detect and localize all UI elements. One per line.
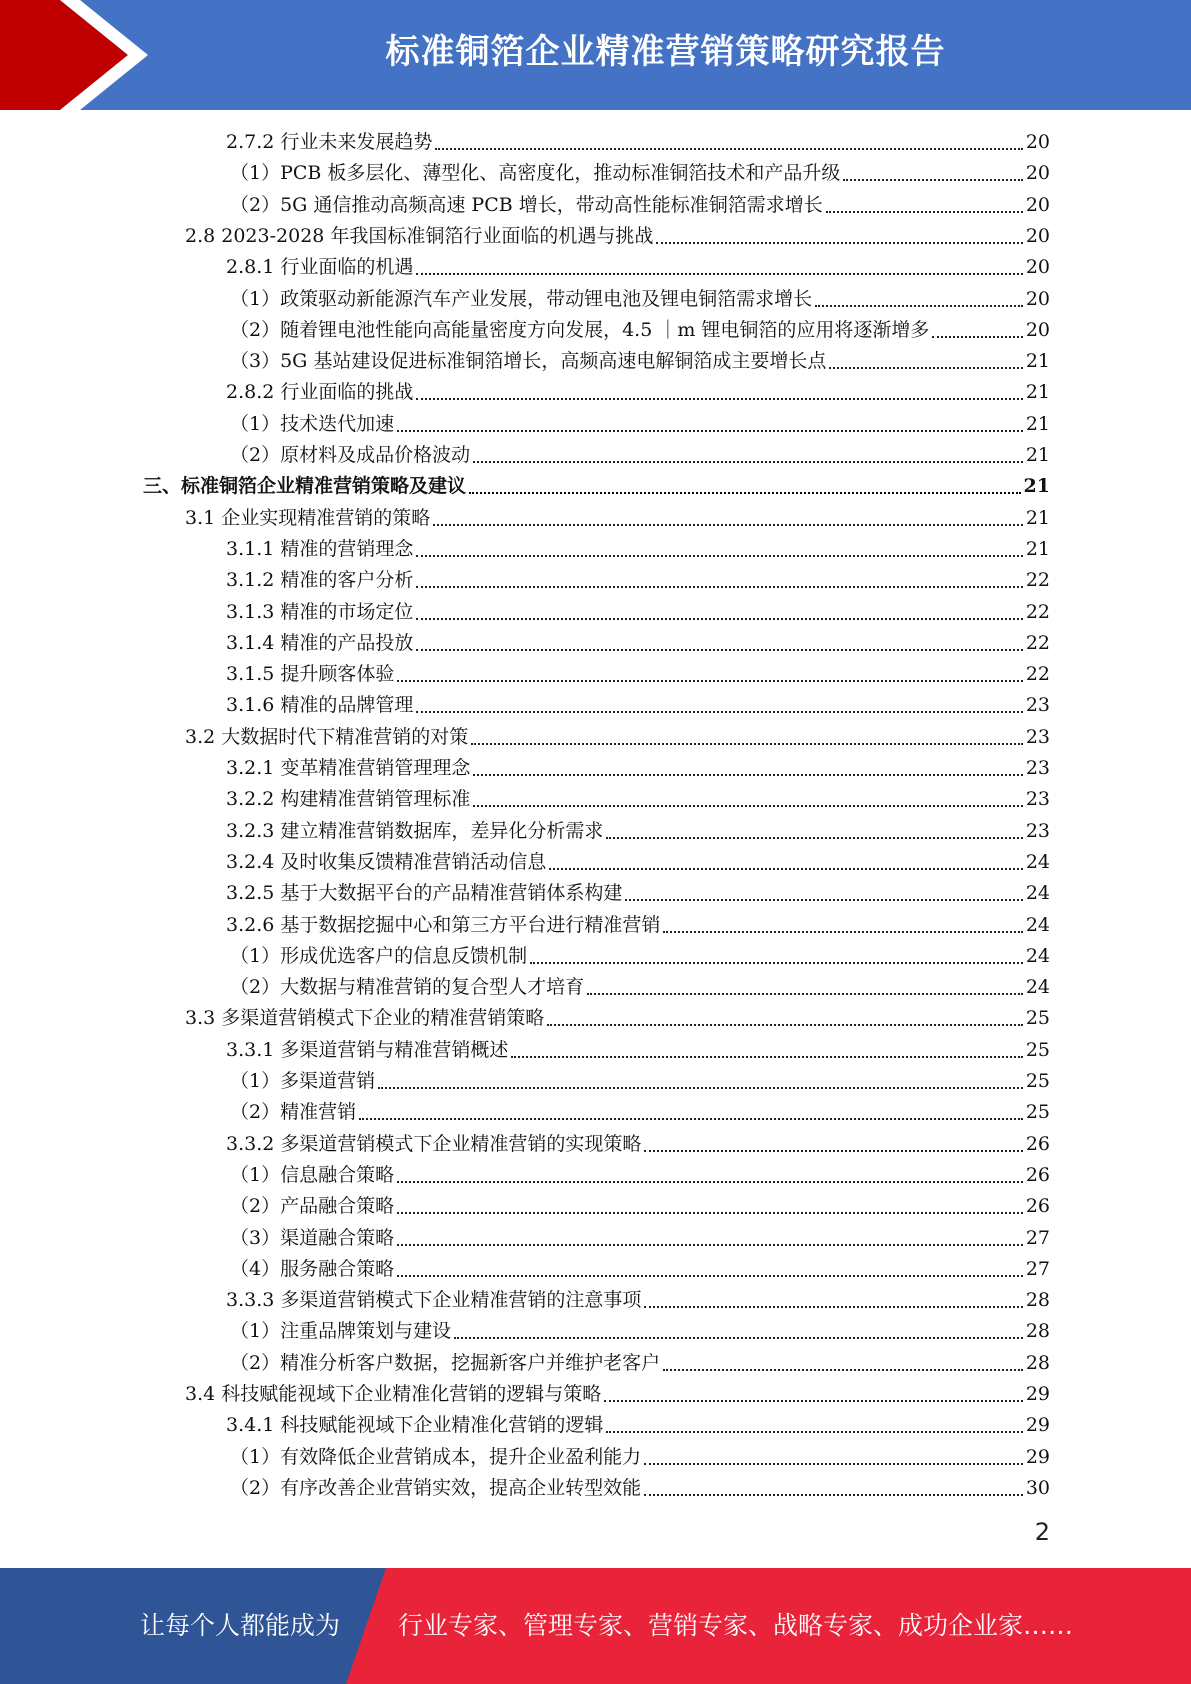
toc-entry[interactable] — [230, 440, 1050, 471]
toc-dot-leader — [644, 1463, 1023, 1465]
toc-entry-label: （1）技术迭代加速 — [230, 413, 395, 435]
toc-entry-page: 28 — [1025, 1289, 1050, 1311]
toc-entry-label: （2）随着锂电池性能向高能量密度方向发展，4.5 ｜m 锂电铜箔的应用将逐渐增多 — [230, 319, 930, 341]
toc-entry-label: （4）服务融合策略 — [230, 1258, 395, 1280]
toc-entry[interactable] — [230, 315, 1050, 346]
toc-entry-label: （1）信息融合策略 — [230, 1164, 395, 1186]
toc-entry[interactable] — [226, 847, 1050, 878]
toc-entry-page: 24 — [1025, 882, 1050, 904]
toc-entry-page: 20 — [1025, 319, 1050, 341]
toc-entry[interactable] — [226, 565, 1050, 596]
toc-entry-page: 21 — [1025, 413, 1050, 435]
toc-entry-label: 2.8 2023-2028 年我国标准铜箔行业面临的机遇与挑战 — [185, 225, 654, 247]
toc-dot-leader — [511, 1056, 1022, 1058]
toc-entry-page: 20 — [1025, 131, 1050, 153]
toc-entry[interactable] — [230, 1160, 1050, 1191]
toc-dot-leader — [416, 586, 1022, 588]
toc-entry-page: 25 — [1025, 1039, 1050, 1061]
toc-entry[interactable] — [230, 1097, 1050, 1128]
toc-entry-page: 29 — [1025, 1414, 1050, 1436]
toc-entry[interactable] — [226, 910, 1050, 941]
toc-entry[interactable] — [230, 1442, 1050, 1473]
toc-entry-page: 22 — [1025, 569, 1050, 591]
toc-entry-page: 28 — [1025, 1352, 1050, 1374]
toc-dot-leader — [416, 555, 1022, 557]
toc-dot-leader — [416, 273, 1022, 275]
toc-entry[interactable] — [230, 284, 1050, 315]
toc-entry[interactable] — [230, 1223, 1050, 1254]
toc-entry[interactable] — [185, 1379, 1050, 1410]
toc-entry-label: 3.3.1 多渠道营销与精准营销概述 — [226, 1039, 509, 1061]
toc-dot-leader — [663, 1369, 1023, 1371]
toc-dot-leader — [473, 805, 1022, 807]
toc-dot-leader — [397, 1275, 1023, 1277]
footer-slogan-left: 让每个人都能成为 — [140, 1611, 341, 1640]
toc-entry[interactable] — [230, 1473, 1050, 1504]
toc-entry[interactable] — [226, 127, 1050, 158]
toc-entry-page: 20 — [1025, 256, 1050, 278]
toc-entry[interactable] — [226, 252, 1050, 283]
toc-entry-label: 3.3.2 多渠道营销模式下企业精准营销的实现策略 — [226, 1133, 642, 1155]
toc-entry-label: 3.4.1 科技赋能视域下企业精准化营销的逻辑 — [226, 1414, 604, 1436]
toc-entry[interactable] — [226, 816, 1050, 847]
toc-dot-leader — [359, 1118, 1023, 1120]
toc-entry-label: （1）政策驱动新能源汽车产业发展，带动锂电池及锂电铜箔需求增长 — [230, 288, 813, 310]
toc-entry-label: 3.1.6 精准的品牌管理 — [226, 694, 414, 716]
toc-entry[interactable] — [185, 1003, 1050, 1034]
toc-dot-leader — [644, 1150, 1022, 1152]
toc-entry[interactable] — [226, 878, 1050, 909]
toc-entry-label: 3.1.4 精准的产品投放 — [226, 632, 414, 654]
toc-entry[interactable] — [185, 503, 1050, 534]
toc-entry-page: 21 — [1025, 444, 1050, 466]
toc-entry-page: 23 — [1025, 726, 1050, 748]
toc-dot-leader — [473, 774, 1022, 776]
toc-entry[interactable] — [226, 377, 1050, 408]
toc-entry[interactable] — [226, 753, 1050, 784]
toc-entry-page: 21 — [1023, 475, 1050, 497]
toc-entry-label: （2）精准营销 — [230, 1101, 357, 1123]
toc-entry-page: 20 — [1025, 194, 1050, 216]
toc-entry-page: 26 — [1025, 1133, 1050, 1155]
toc-entry-label: （1）多渠道营销 — [230, 1070, 376, 1092]
toc-entry-label: （1）形成优选客户的信息反馈机制 — [230, 945, 528, 967]
toc-entry[interactable] — [230, 1191, 1050, 1222]
toc-dot-leader — [397, 1212, 1023, 1214]
toc-entry-page: 24 — [1025, 914, 1050, 936]
toc-dot-leader — [469, 492, 1021, 494]
toc-entry-label: （2）产品融合策略 — [230, 1195, 395, 1217]
toc-entry-page: 21 — [1025, 507, 1050, 529]
toc-dot-leader — [416, 398, 1022, 400]
toc-entry-label: 3.3.3 多渠道营销模式下企业精准营销的注意事项 — [226, 1289, 642, 1311]
toc-dot-leader — [471, 743, 1023, 745]
toc-entry[interactable] — [230, 158, 1050, 189]
toc-entry[interactable] — [226, 784, 1050, 815]
toc-entry-page: 28 — [1025, 1320, 1050, 1342]
toc-entry-page: 22 — [1025, 663, 1050, 685]
toc-entry-page: 21 — [1025, 381, 1050, 403]
toc-dot-leader — [606, 837, 1022, 839]
toc-entry-label: 3.2.3 建立精准营销数据库，差异化分析需求 — [226, 820, 604, 842]
toc-entry[interactable] — [185, 722, 1050, 753]
footer-slogan-right: 行业专家、管理专家、营销专家、战略专家、成功企业家…… — [398, 1611, 1074, 1640]
toc-entry-page: 24 — [1025, 851, 1050, 873]
toc-dot-leader — [587, 993, 1023, 995]
toc-entry[interactable] — [230, 1348, 1050, 1379]
toc-entry-page: 21 — [1025, 538, 1050, 560]
toc-entry-page: 23 — [1025, 757, 1050, 779]
toc-entry-page: 26 — [1025, 1164, 1050, 1186]
toc-entry-label: 3.2.1 变革精准营销管理理念 — [226, 757, 471, 779]
toc-dot-leader — [397, 1181, 1023, 1183]
document-title: 标准铜箔企业精准营销策略研究报告 — [385, 32, 946, 72]
toc-entry-label: （3）渠道融合策略 — [230, 1227, 395, 1249]
toc-entry-page: 26 — [1025, 1195, 1050, 1217]
toc-dot-leader — [549, 868, 1022, 870]
toc-dot-leader — [397, 430, 1023, 432]
toc-dot-leader — [378, 1087, 1023, 1089]
toc-entry[interactable] — [230, 190, 1050, 221]
toc-entry[interactable] — [226, 1410, 1050, 1441]
toc-dot-leader — [473, 461, 1023, 463]
toc-entry-label: （2）精准分析客户数据，挖掘新客户并维护老客户 — [230, 1352, 661, 1374]
toc-entry-label: 3.1.1 精准的营销理念 — [226, 538, 414, 560]
toc-entry[interactable] — [226, 628, 1050, 659]
toc-entry-page: 20 — [1025, 288, 1050, 310]
toc-dot-leader — [644, 1494, 1023, 1496]
toc-dot-leader — [397, 680, 1022, 682]
toc-entry-label: （2）5G 通信推动高频高速 PCB 增长，带动高性能标准铜箔需求增长 — [230, 194, 823, 216]
toc-entry-label: （1）注重品牌策划与建设 — [230, 1320, 452, 1342]
toc-dot-leader — [826, 211, 1023, 213]
toc-entry[interactable] — [143, 471, 1050, 502]
toc-entry-page: 24 — [1025, 945, 1050, 967]
toc-entry-label: （2）大数据与精准营销的复合型人才培育 — [230, 976, 585, 998]
toc-dot-leader — [932, 336, 1022, 338]
toc-entry-label: （2）原材料及成品价格波动 — [230, 444, 471, 466]
toc-dot-leader — [656, 242, 1022, 244]
toc-entry-label: 3.1.2 精准的客户分析 — [226, 569, 414, 591]
toc-entry-page: 21 — [1025, 350, 1050, 372]
toc-entry[interactable] — [185, 221, 1050, 252]
toc-dot-leader — [604, 1400, 1023, 1402]
toc-dot-leader — [843, 179, 1022, 181]
toc-entry-label: 3.3 多渠道营销模式下企业的精准营销策略 — [185, 1007, 545, 1029]
toc-entry[interactable] — [226, 1129, 1050, 1160]
toc-entry-label: 3.1 企业实现精准营销的策略 — [185, 507, 431, 529]
toc-entry-page: 24 — [1025, 976, 1050, 998]
toc-dot-leader — [815, 305, 1023, 307]
header-red-chevron — [0, 0, 150, 110]
toc-entry-label: 3.1.3 精准的市场定位 — [226, 601, 414, 623]
toc-entry-label: 2.8.2 行业面临的挑战 — [226, 381, 414, 403]
toc-entry-label: 3.2 大数据时代下精准营销的对策 — [185, 726, 469, 748]
toc-entry[interactable] — [226, 1035, 1050, 1066]
toc-entry-page: 20 — [1025, 162, 1050, 184]
toc-dot-leader — [644, 1306, 1022, 1308]
toc-dot-leader — [416, 649, 1022, 651]
toc-entry-page: 29 — [1025, 1383, 1050, 1405]
toc-entry[interactable] — [226, 690, 1050, 721]
toc-entry-label: 2.8.1 行业面临的机遇 — [226, 256, 414, 278]
toc-entry-label: 3.2.6 基于数据挖掘中心和第三方平台进行精准营销 — [226, 914, 661, 936]
toc-entry[interactable] — [230, 1066, 1050, 1097]
toc-entry-label: 3.1.5 提升顾客体验 — [226, 663, 395, 685]
toc-entry-page: 30 — [1025, 1477, 1050, 1499]
toc-entry[interactable] — [230, 972, 1050, 1003]
toc-entry[interactable] — [226, 659, 1050, 690]
toc-entry-label: （1）PCB 板多层化、薄型化、高密度化，推动标准铜箔技术和产品升级 — [230, 162, 841, 184]
toc-dot-leader — [454, 1337, 1023, 1339]
toc-entry-page: 22 — [1025, 601, 1050, 623]
toc-entry-page: 25 — [1025, 1007, 1050, 1029]
toc-entry-label: 3.2.2 构建精准营销管理标准 — [226, 788, 471, 810]
toc-entry-page: 29 — [1025, 1446, 1050, 1468]
toc-entry-page: 25 — [1025, 1101, 1050, 1123]
toc-entry-label: 3.2.5 基于大数据平台的产品精准营销体系构建 — [226, 882, 623, 904]
toc-entry-label: （2）有序改善企业营销实效，提高企业转型效能 — [230, 1477, 642, 1499]
toc-entry-label: 三、标准铜箔企业精准营销策略及建议 — [143, 475, 467, 497]
toc-dot-leader — [625, 899, 1022, 901]
toc-entry[interactable] — [226, 1285, 1050, 1316]
page-footer — [0, 1568, 1191, 1684]
toc-dot-leader — [416, 618, 1022, 620]
page-number: 2 — [1034, 1518, 1050, 1546]
toc-entry-page: 27 — [1025, 1258, 1050, 1280]
toc-entry-page: 23 — [1025, 820, 1050, 842]
toc-dot-leader — [547, 1024, 1023, 1026]
toc-dot-leader — [829, 367, 1022, 369]
toc-entry-page: 20 — [1025, 225, 1050, 247]
toc-entry-label: 3.4 科技赋能视域下企业精准化营销的逻辑与策略 — [185, 1383, 602, 1405]
toc-entry-label: （1）有效降低企业营销成本，提升企业盈利能力 — [230, 1446, 642, 1468]
toc-dot-leader — [397, 1244, 1023, 1246]
toc-dot-leader — [433, 524, 1023, 526]
toc-dot-leader — [416, 711, 1022, 713]
toc-entry[interactable] — [226, 534, 1050, 565]
toc-entry-page: 22 — [1025, 632, 1050, 654]
toc-entry[interactable] — [230, 1316, 1050, 1347]
page-header — [0, 0, 1191, 110]
toc-entry[interactable] — [230, 346, 1050, 377]
toc-entry-label: 2.7.2 行业未来发展趋势 — [226, 131, 433, 153]
toc-entry-page: 23 — [1025, 788, 1050, 810]
toc-dot-leader — [606, 1431, 1022, 1433]
toc-entry-page: 23 — [1025, 694, 1050, 716]
toc-dot-leader — [530, 962, 1023, 964]
toc-entry[interactable] — [230, 1254, 1050, 1285]
toc-entry[interactable] — [230, 409, 1050, 440]
toc-entry-page: 25 — [1025, 1070, 1050, 1092]
toc-dot-leader — [435, 148, 1022, 150]
toc-entry[interactable] — [226, 597, 1050, 628]
toc-entry[interactable] — [230, 941, 1050, 972]
toc-dot-leader — [663, 931, 1022, 933]
toc-entry-label: （3）5G 基站建设促进标准铜箔增长，高频高速电解铜箔成主要增长点 — [230, 350, 827, 372]
toc-entry-page: 27 — [1025, 1227, 1050, 1249]
toc-entry-label: 3.2.4 及时收集反馈精准营销活动信息 — [226, 851, 547, 873]
